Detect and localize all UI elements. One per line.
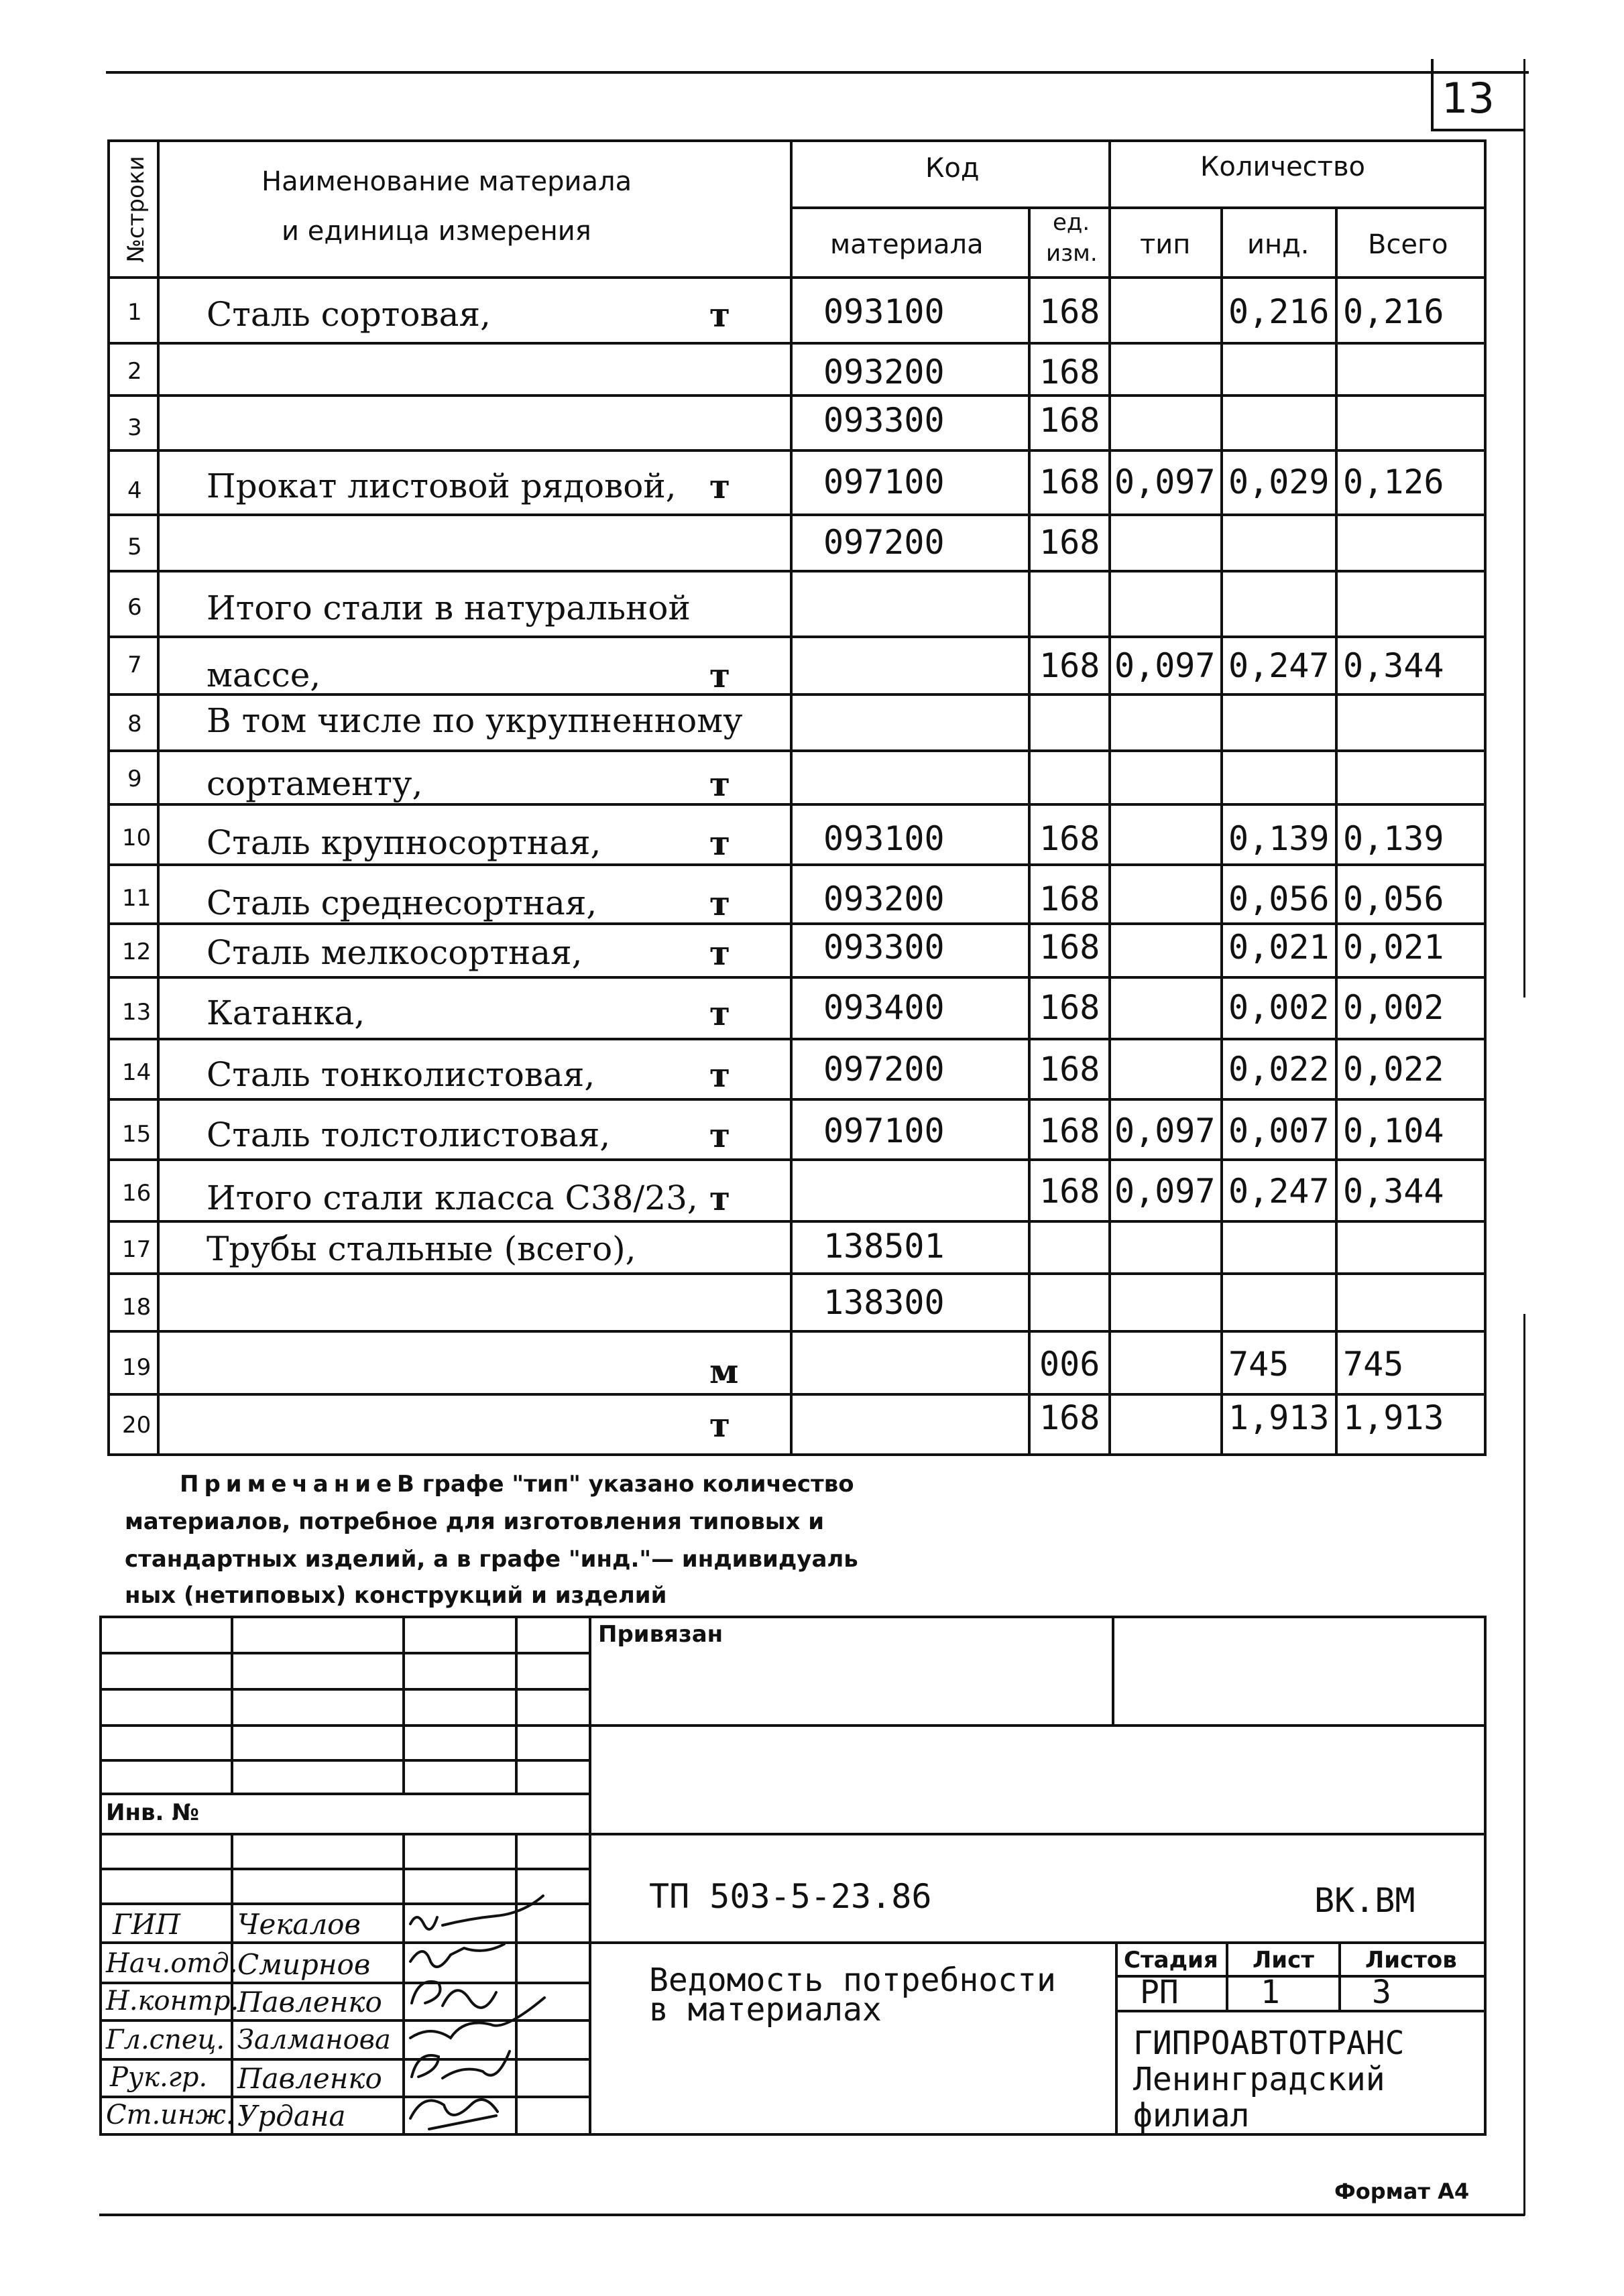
signature-role: ГИП — [113, 1908, 181, 1941]
row-number: 18 — [122, 1294, 152, 1321]
row-code: 093300 — [823, 928, 945, 967]
header-name-line2: и единица измерения — [282, 216, 591, 247]
row-number: 4 — [127, 477, 142, 504]
row-unit: 168 — [1039, 463, 1100, 501]
row-ind: 0,139 — [1228, 819, 1330, 858]
row-total: 1,913 — [1343, 1398, 1444, 1437]
row-name: Сталь среднесортная, — [207, 884, 597, 922]
signature-role: Гл.спец. — [106, 2025, 225, 2055]
row-total: 745 — [1343, 1345, 1404, 1384]
row-number: 7 — [127, 652, 142, 678]
row-number: 15 — [122, 1121, 152, 1148]
row-unit: 168 — [1039, 1050, 1100, 1089]
row-unit-mark: т — [709, 764, 730, 804]
row-unit-mark: т — [709, 656, 730, 695]
row-number: 10 — [122, 825, 152, 851]
row-type: 0,097 — [1114, 1172, 1216, 1211]
signature-name: Павленко — [237, 1986, 382, 2018]
sheets-label: Листов — [1365, 1947, 1457, 1974]
row-total: 0,139 — [1343, 819, 1444, 858]
row-number: 12 — [122, 939, 152, 965]
stage-label: Стадия — [1124, 1947, 1218, 1974]
header-unit-line2: изм. — [1046, 240, 1098, 267]
signature-role: Ст.инж. — [106, 2100, 235, 2130]
sheets-value: 3 — [1372, 1974, 1391, 2011]
row-ind: 0,247 — [1228, 1172, 1330, 1211]
header-unit-line1: ед. — [1053, 209, 1090, 236]
signature-name: Залманова — [237, 2025, 391, 2055]
row-name: Прокат листовой рядовой, — [207, 467, 677, 505]
row-unit: 006 — [1039, 1345, 1100, 1384]
row-type: 0,097 — [1114, 646, 1216, 685]
row-number: 20 — [122, 1412, 152, 1439]
row-ind: 0,056 — [1228, 880, 1330, 918]
row-code: 097100 — [823, 463, 945, 501]
row-unit-mark: т — [709, 1055, 730, 1095]
row-code: 093100 — [823, 819, 945, 858]
row-total: 0,344 — [1343, 646, 1444, 685]
org-line3: филиал — [1133, 2097, 1250, 2134]
signature-name: Смирнов — [237, 1948, 371, 1981]
row-total: 0,344 — [1343, 1172, 1444, 1211]
format-label: Формат А4 — [1334, 2179, 1470, 2204]
row-unit: 168 — [1039, 1172, 1100, 1211]
note-line4: ных (нетиповых) конструкций и изделий — [125, 1582, 667, 1609]
row-name: сортаменту, — [207, 764, 423, 803]
row-unit-mark: т — [709, 993, 730, 1033]
row-number: 2 — [127, 358, 142, 385]
row-unit: 168 — [1039, 353, 1100, 391]
org-line1: ГИПРОАВТОТРАНС — [1133, 2025, 1405, 2062]
header-material: материала — [830, 229, 984, 260]
row-code: 097200 — [823, 1050, 945, 1089]
row-code: 093200 — [823, 353, 945, 391]
row-name: Итого стали класса С38/23, — [207, 1179, 698, 1217]
row-name: Сталь сортовая, — [207, 295, 491, 334]
row-ind: 0,029 — [1228, 463, 1330, 501]
stage-value: РП — [1140, 1974, 1179, 2011]
row-ind: 745 — [1228, 1345, 1289, 1384]
row-total: 0,126 — [1343, 463, 1444, 501]
row-name: Трубы стальные (всего), — [207, 1229, 636, 1268]
row-total: 0,216 — [1343, 292, 1444, 331]
header-ind: инд. — [1247, 229, 1310, 260]
row-code: 097200 — [823, 523, 945, 562]
row-unit-mark: т — [709, 884, 730, 923]
row-ind: 0,216 — [1228, 292, 1330, 331]
row-code: 138501 — [823, 1227, 945, 1266]
row-code: 093200 — [823, 880, 945, 918]
row-name: Сталь крупносортная, — [207, 823, 601, 862]
row-code: 097100 — [823, 1111, 945, 1150]
doc-title-line2: в материалах — [649, 1991, 882, 2029]
row-total: 0,022 — [1343, 1050, 1444, 1089]
row-number: 3 — [127, 414, 142, 441]
signature-name: Урдана — [237, 2100, 346, 2132]
note-label: Примечание — [180, 1471, 398, 1498]
row-code: 093400 — [823, 988, 945, 1027]
note-line3: стандартных изделий, а в графе "инд."— индивидуаль — [125, 1546, 858, 1573]
row-name: массе, — [207, 656, 321, 694]
row-name: Сталь мелкосортная, — [207, 933, 583, 972]
row-code: 138300 — [823, 1283, 945, 1322]
doc-code: ТП 503-5-23.86 — [649, 1877, 932, 1916]
row-name: Сталь тонколистовая, — [207, 1055, 595, 1094]
note-line2: материалов, потребное для изготовления типовых и — [125, 1508, 825, 1535]
row-ind: 0,021 — [1228, 928, 1330, 967]
inv-no-label: Инв. № — [106, 1799, 200, 1826]
row-number: 13 — [122, 999, 152, 1026]
row-number: 11 — [122, 885, 152, 912]
header-total: Всего — [1368, 229, 1448, 260]
row-number: 14 — [122, 1059, 152, 1086]
row-unit: 168 — [1039, 988, 1100, 1027]
row-unit: 168 — [1039, 646, 1100, 685]
row-unit: 168 — [1039, 401, 1100, 440]
sheet-number: 13 — [1442, 74, 1495, 123]
row-ind: 0,022 — [1228, 1050, 1330, 1089]
row-number: 17 — [122, 1236, 152, 1263]
row-total: 0,104 — [1343, 1111, 1444, 1150]
signature-role: Нач.отд. — [106, 1948, 238, 1979]
header-row-no: №строки — [123, 156, 150, 263]
doc-title-line1: Ведомость потребности — [649, 1961, 1056, 1999]
row-type: 0,097 — [1114, 1111, 1216, 1150]
row-unit-mark: т — [709, 1115, 730, 1155]
row-number: 9 — [127, 766, 142, 792]
row-name: Итого стали в натуральной — [207, 589, 691, 627]
row-name: Катанка, — [207, 993, 365, 1032]
header-code: Код — [925, 153, 980, 184]
row-unit: 168 — [1039, 292, 1100, 331]
row-unit: 168 — [1039, 880, 1100, 918]
row-number: 16 — [122, 1180, 152, 1207]
row-unit-mark: т — [709, 467, 730, 506]
row-unit: 168 — [1039, 1111, 1100, 1150]
row-code: 093300 — [823, 401, 945, 440]
row-unit-mark: т — [709, 823, 730, 863]
row-unit: 168 — [1039, 928, 1100, 967]
row-number: 5 — [127, 534, 142, 560]
row-unit: 168 — [1039, 819, 1100, 858]
row-unit-mark: т — [709, 933, 730, 973]
row-unit-mark: т — [709, 1405, 730, 1445]
row-unit-mark: м — [709, 1351, 739, 1391]
signature-name: Павленко — [237, 2062, 382, 2095]
signature-role: Рук.гр. — [110, 2062, 208, 2093]
row-unit-mark: т — [709, 295, 730, 335]
row-type: 0,097 — [1114, 463, 1216, 501]
row-unit-mark: т — [709, 1179, 730, 1218]
header-name-line1: Наименование материала — [262, 166, 632, 197]
row-number: 19 — [122, 1354, 152, 1381]
sheet-value: 1 — [1261, 1974, 1280, 2011]
row-number: 1 — [127, 299, 142, 326]
row-ind: 1,913 — [1228, 1398, 1330, 1437]
row-unit: 168 — [1039, 1398, 1100, 1437]
row-total: 0,021 — [1343, 928, 1444, 967]
row-code: 093100 — [823, 292, 945, 331]
row-name: Сталь толстолистовая, — [207, 1115, 611, 1154]
sheet-label: Лист — [1253, 1947, 1314, 1974]
doc-mark: ВК.ВМ — [1314, 1881, 1415, 1920]
row-ind: 0,247 — [1228, 646, 1330, 685]
row-name: В том числе по укрупненному — [207, 701, 743, 740]
row-ind: 0,002 — [1228, 988, 1330, 1027]
header-quantity: Количество — [1200, 152, 1366, 182]
privyazan-label: Привязан — [598, 1621, 723, 1648]
org-line2: Ленинградский — [1133, 2061, 1385, 2098]
row-unit: 168 — [1039, 523, 1100, 562]
row-total: 0,002 — [1343, 988, 1444, 1027]
header-type: тип — [1140, 229, 1191, 260]
signature-name: Чекалов — [237, 1908, 361, 1941]
signature-role: Н.контр. — [106, 1986, 239, 2016]
row-number: 6 — [127, 594, 142, 621]
row-number: 8 — [127, 711, 142, 737]
row-ind: 0,007 — [1228, 1111, 1330, 1150]
note-line1: В графе "тип" указано количество — [397, 1471, 854, 1498]
row-total: 0,056 — [1343, 880, 1444, 918]
